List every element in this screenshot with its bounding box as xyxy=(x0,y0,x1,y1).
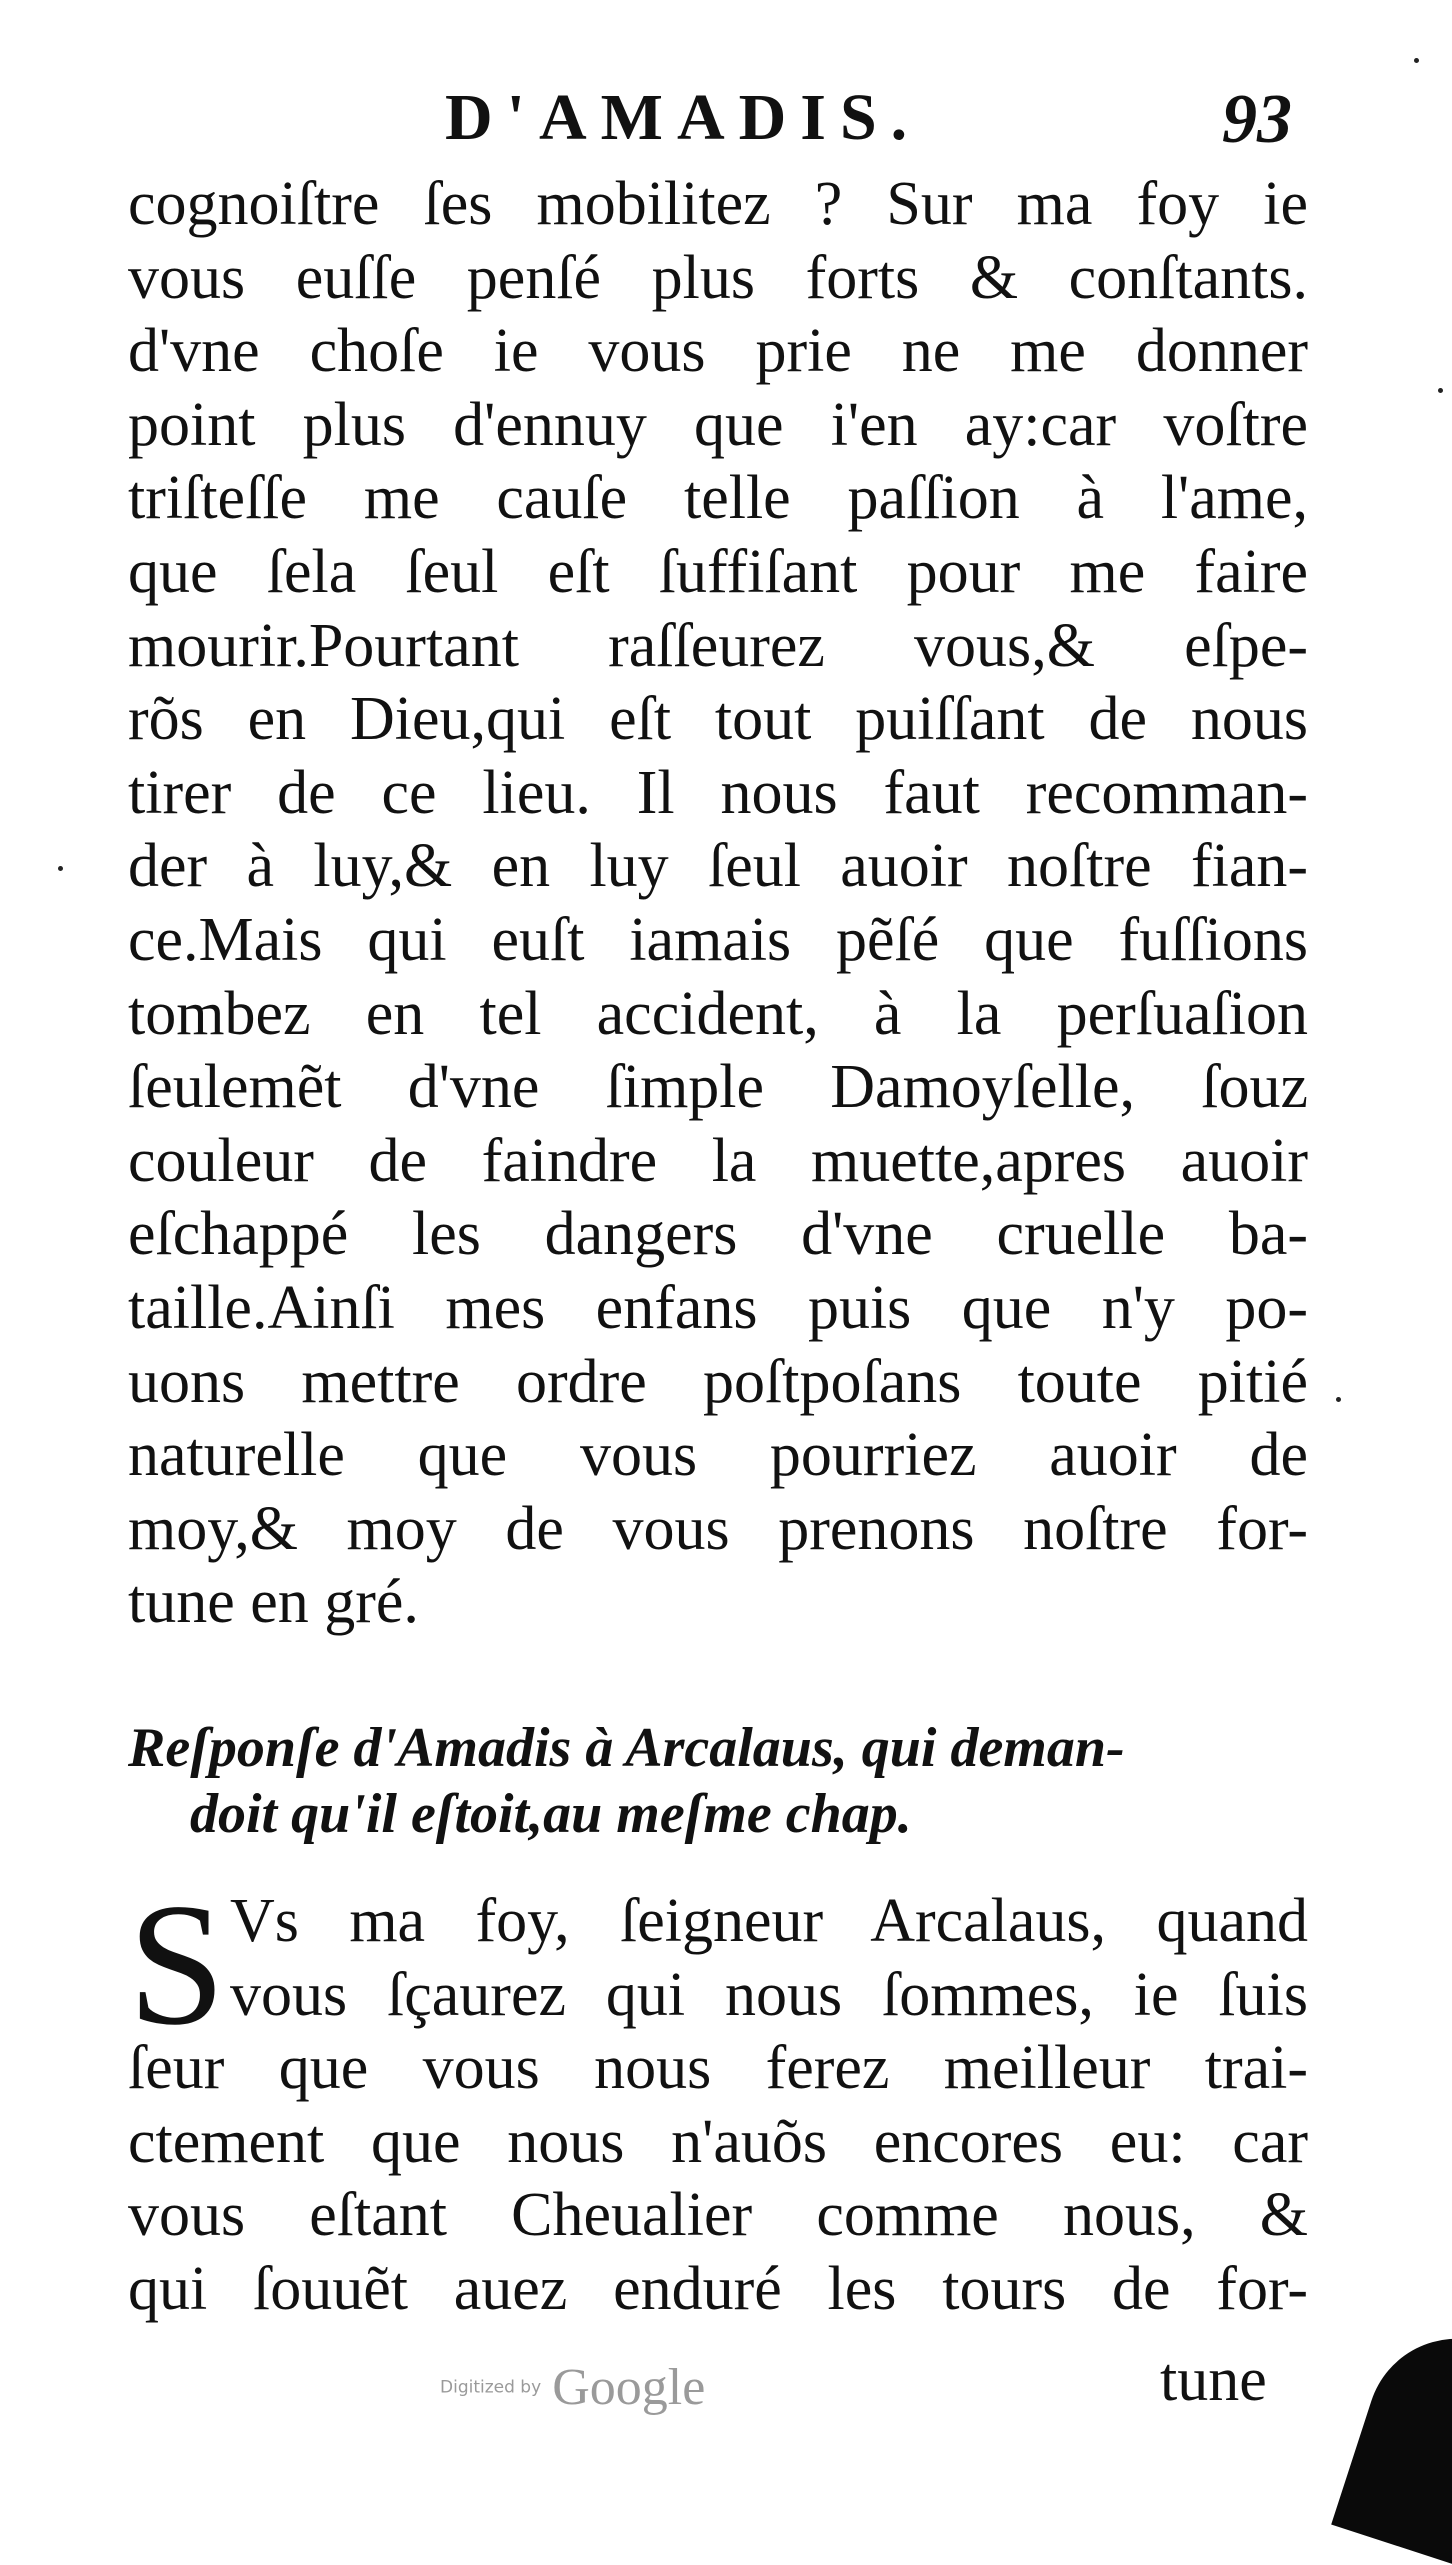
text-line: naturelle que vous pourriez auoir de xyxy=(128,1421,1308,1490)
ink-speck xyxy=(1414,58,1419,63)
watermark-prefix: Digitized by xyxy=(440,2377,542,2398)
text-line: point plus d'ennuy que i'en ay:car voſtre xyxy=(128,390,1308,459)
digitization-watermark xyxy=(440,2358,705,2418)
text-line: ſeur que vous nous ferez meilleur trai- xyxy=(128,2034,1308,2103)
running-title: D'AMADIS. xyxy=(445,81,922,154)
text-line: tombez en tel accident, à la perſuaſion xyxy=(128,979,1308,1048)
text-line: vous ſçaurez qui nous ſommes, ie ſuis xyxy=(230,1960,1308,2029)
text-line: d'vne choſe ie vous prie ne me donner xyxy=(128,317,1308,386)
text-line: vous eſtant Cheualier comme nous, & xyxy=(128,2181,1308,2250)
text-line: ctement que nous n'auõs encores eu: car xyxy=(128,2107,1308,2176)
text-line: eſchappé les dangers d'vne cruelle ba- xyxy=(128,1200,1308,1269)
text-line: couleur de faindre la muette,apres auoir xyxy=(128,1126,1308,1195)
google-logo: Google xyxy=(552,2359,706,2416)
ink-speck xyxy=(1438,388,1443,393)
paragraph-response xyxy=(128,1867,1308,2327)
running-head xyxy=(0,80,1452,160)
text-line: vous euſſe penſé plus forts & conſtants. xyxy=(128,243,1308,312)
section-heading xyxy=(128,1715,1318,1847)
text-line: mourir.Pourtant raſſeurez vous,& eſpe- xyxy=(128,611,1308,680)
text-line: Vs ma foy, ſeigneur Arcalaus, quand xyxy=(230,1887,1308,1955)
heading-line: doit qu'il eſtoit,au meſme chap. xyxy=(190,1783,912,1845)
drop-cap: S xyxy=(128,1867,226,2061)
text-line: rõs en Dieu,qui eſt tout puiſſant de nous xyxy=(128,685,1308,754)
text-line: que ſela ſeul eſt ſuffiſant pour me faire xyxy=(128,537,1308,606)
ink-speck xyxy=(58,866,63,871)
text-line: tune en gré. xyxy=(128,1568,419,1637)
catchword: tune xyxy=(1160,2346,1267,2414)
text-line: uons mettre ordre poſtpoſans toute pitié xyxy=(128,1347,1308,1416)
text-line: triſteſſe me cauſe telle paſſion à l'ame, xyxy=(128,464,1308,533)
heading-line: Reſponſe d'Amadis à Arcalaus, qui deman- xyxy=(128,1717,1125,1779)
text-line: cognoiſtre ſes mobilitez ? Sur ma foy ie xyxy=(128,170,1308,238)
page-number: 93 xyxy=(1222,81,1292,158)
text-line: tirer de ce lieu. Il nous faut recomman- xyxy=(128,758,1308,827)
text-line: taille.Ainſi mes enfans puis que n'y po- xyxy=(128,1273,1308,1342)
paragraph-main xyxy=(128,168,1308,1640)
page-corner-shadow xyxy=(1331,2315,1452,2564)
text-line: ſeulemẽt d'vne ſimple Damoyſelle, ſouz xyxy=(128,1053,1308,1122)
text-line: qui ſouuẽt auez enduré les tours de for- xyxy=(128,2254,1308,2323)
text-line: der à luy,& en luy ſeul auoir noſtre fian- xyxy=(128,832,1308,901)
ink-speck xyxy=(1336,1397,1341,1402)
text-line: ce.Mais qui euſt iamais pẽſé que fuſſions xyxy=(128,905,1308,974)
text-line: moy,& moy de vous prenons noſtre for- xyxy=(128,1494,1308,1563)
